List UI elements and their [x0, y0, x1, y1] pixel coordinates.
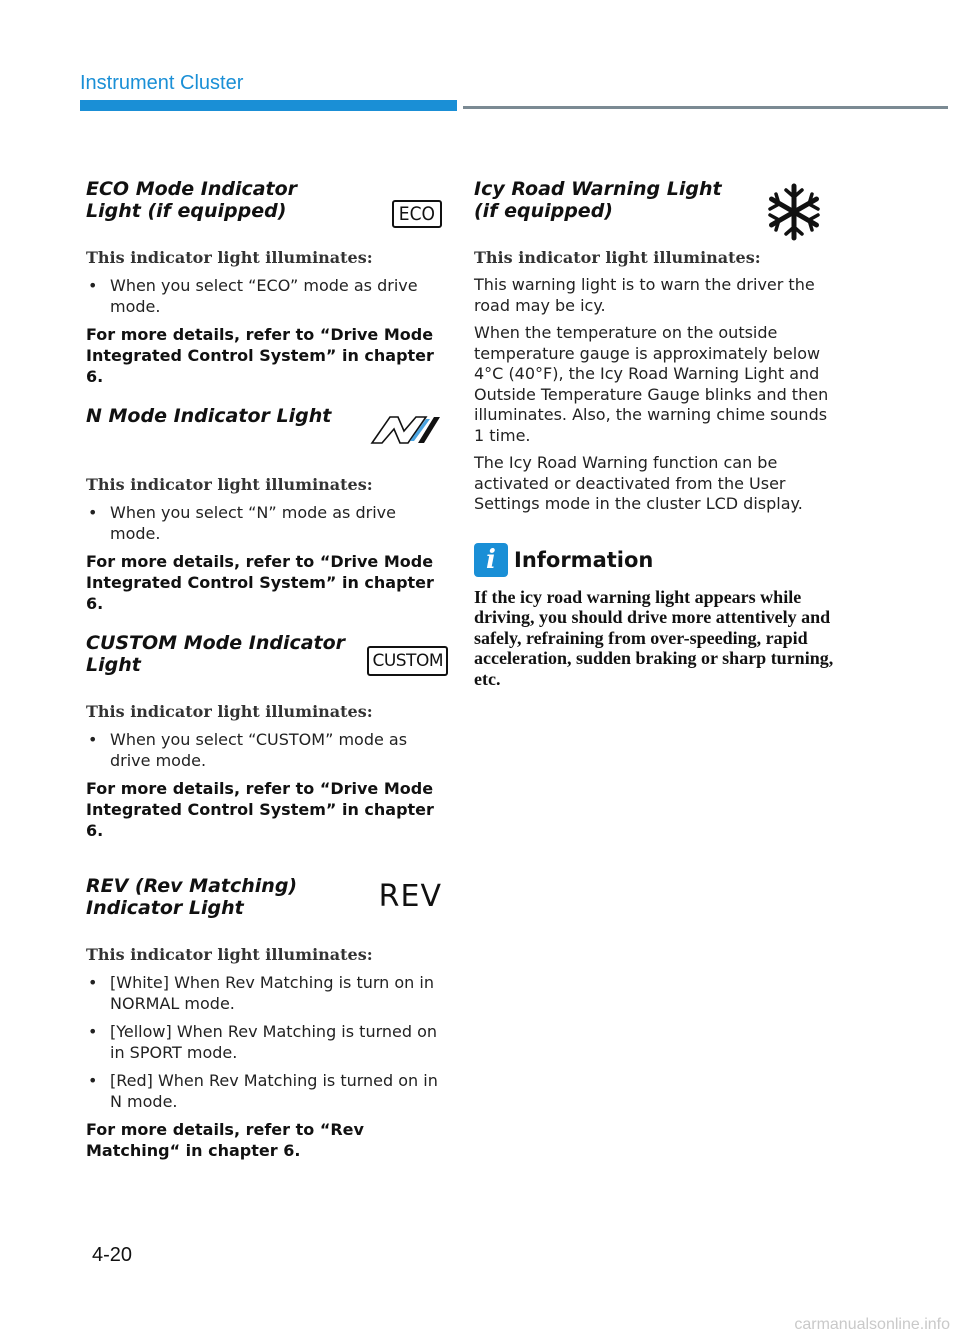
- header-rule-grey: [463, 106, 948, 109]
- eco-reference: For more details, refer to “Drive Mode Integrated Control System” in chapter 6.: [86, 325, 434, 386]
- n-mode-lead: This indicator light illuminates:: [86, 475, 373, 494]
- info-icon: i: [474, 543, 508, 577]
- n-mode-section: [86, 405, 442, 614]
- page-number: 4-20: [92, 1244, 133, 1266]
- rev-title: REV (Rev Matching) Indicator Light: [86, 875, 298, 919]
- custom-indicator-icon: [367, 646, 448, 676]
- eco-icon-label: ECO: [392, 200, 442, 228]
- information-title: Information: [514, 547, 654, 572]
- icy-road-paragraph-3: The Icy Road Warning function can be activated or deactivated from the User Settings mode in the cluster LCD display.: [474, 453, 803, 513]
- rev-bullet-red: • [Red] When Rev Matching is turned on in N mode.: [86, 1070, 442, 1112]
- rev-reference: For more details, refer to “Rev Matching“ in chapter 6.: [86, 1120, 364, 1160]
- custom-reference: For more details, refer to “Drive Mode Integrated Control System” in chapter 6.: [86, 779, 434, 840]
- watermark: carmanualsonline.info: [794, 1316, 950, 1333]
- rev-indicator-icon: [379, 879, 442, 914]
- custom-title: CUSTOM Mode Indicator Light: [86, 632, 346, 676]
- header-rule-blue: [80, 100, 457, 111]
- rev-bullet-yellow: • [Yellow] When Rev Matching is turned on in SPORT mode.: [86, 1021, 442, 1063]
- information-body: If the icy road warning light appears while driving, you should drive more attentively and safely, refraining from over-speeding, rapid acceleration, sudden braking or sharp turning, etc.: [474, 586, 834, 689]
- custom-section: [86, 632, 442, 841]
- rev-lead: This indicator light illuminates:: [86, 945, 373, 964]
- icy-road-lead: This indicator light illuminates:: [474, 248, 761, 267]
- information-header: [474, 543, 834, 577]
- eco-bullet: • When you select “ECO” mode as drive mode.: [86, 275, 442, 317]
- icy-road-paragraph-2: When the temperature on the outside temperature gauge is approximately below 4°C (40°F), the Icy Road Warning Light and Outside Temperature Gauge blinks and then illuminates. Also, the warning chime sounds 1 time.: [474, 323, 829, 445]
- n-mode-title: N Mode Indicator Light: [86, 405, 332, 427]
- rev-bullet-white: • [White] When Rev Matching is turn on in NORMAL mode.: [86, 972, 442, 1014]
- icy-road-title: Icy Road Warning Light (if equipped): [474, 178, 722, 222]
- eco-lead: This indicator light illuminates:: [86, 248, 373, 267]
- n-mode-reference: For more details, refer to “Drive Mode Integrated Control System” in chapter 6.: [86, 552, 434, 613]
- icy-road-paragraph-1: This warning light is to warn the driver the road may be icy.: [474, 275, 815, 315]
- section-header-title: Instrument Cluster: [80, 72, 244, 94]
- eco-title: ECO Mode Indicator Light (if equipped): [86, 178, 298, 222]
- right-column: [474, 178, 834, 689]
- rev-icon-label: REV: [378, 879, 442, 914]
- snowflake-icon: [764, 182, 824, 246]
- n-mode-bullet: • When you select “N” mode as drive mode.: [86, 502, 442, 544]
- left-column: [86, 178, 442, 1161]
- custom-lead: This indicator light illuminates:: [86, 702, 373, 721]
- icy-road-section: [474, 178, 834, 515]
- rev-section: [86, 875, 442, 1161]
- eco-section: [86, 178, 442, 387]
- n-logo-icon: [370, 413, 442, 449]
- custom-icon-label: CUSTOM: [367, 646, 448, 676]
- eco-indicator-icon: [392, 200, 442, 228]
- custom-bullet: • When you select “CUSTOM” mode as drive mode.: [86, 729, 442, 771]
